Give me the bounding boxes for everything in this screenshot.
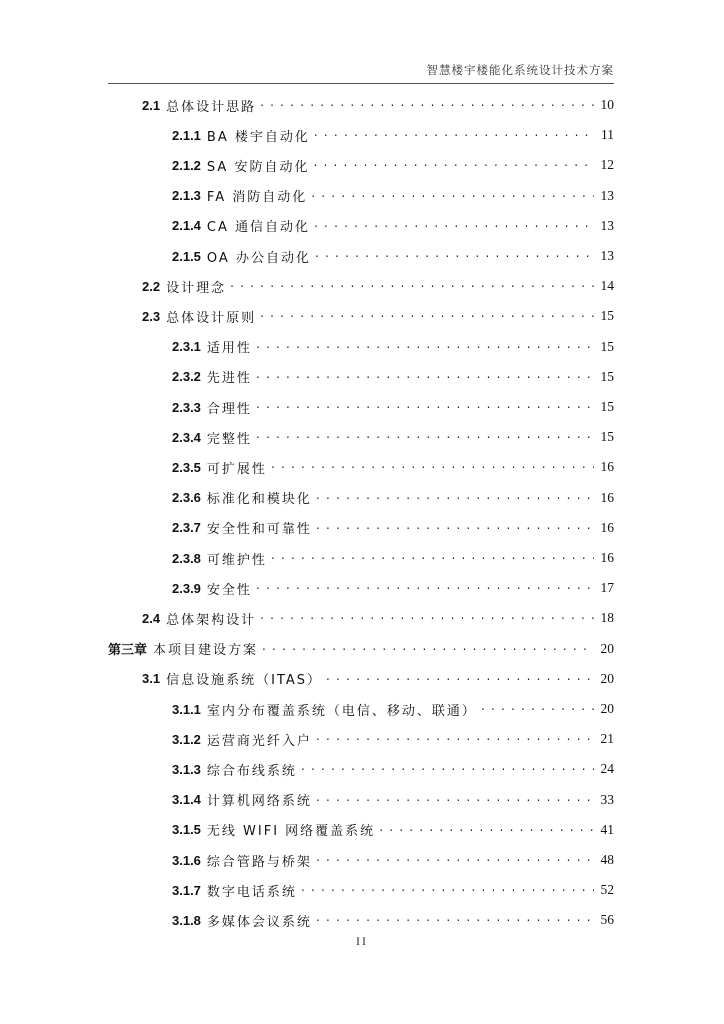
dot-leader bbox=[316, 853, 594, 867]
toc-entry-title: 先进性 bbox=[206, 371, 252, 387]
toc-entry[interactable] bbox=[172, 789, 614, 811]
toc-entry-number: 3.1.5 bbox=[172, 822, 201, 838]
toc-entry-number: 2.3.9 bbox=[172, 580, 201, 596]
toc-entry-page: 17 bbox=[600, 580, 614, 596]
toc-entry[interactable] bbox=[172, 154, 614, 176]
dot-leader bbox=[326, 672, 594, 686]
toc-entry-page: 20 bbox=[600, 701, 614, 716]
toc-entry-page: 15 bbox=[600, 429, 614, 445]
toc-entry-number: 2.3 bbox=[142, 308, 161, 324]
toc-entry-page: 16 bbox=[600, 459, 614, 475]
toc-entry-page: 15 bbox=[600, 399, 614, 414]
dot-leader bbox=[271, 460, 594, 474]
toc-entry-title: 标准化和模块化 bbox=[206, 492, 312, 508]
dot-leader bbox=[230, 279, 594, 293]
toc-entry-page: 15 bbox=[600, 338, 614, 354]
toc-entry-number: 3.1.1 bbox=[172, 701, 201, 717]
toc-entry-page: 15 bbox=[600, 368, 614, 384]
toc-entry-title: 无线 WIFI 网络覆盖系统 bbox=[206, 824, 376, 840]
toc-entry-number: 2.3.6 bbox=[172, 490, 201, 506]
toc-entry[interactable] bbox=[172, 819, 614, 841]
toc-entry[interactable] bbox=[172, 758, 614, 780]
toc-entry-title: 总体设计思路 bbox=[166, 99, 257, 115]
toc-entry-number: 2.3.5 bbox=[172, 459, 201, 475]
toc-entry-title: 可维护性 bbox=[206, 552, 267, 568]
toc-entry-page: 48 bbox=[600, 852, 614, 867]
toc-entry-title: 本项目建设方案 bbox=[153, 643, 259, 659]
toc-entry-page: 20 bbox=[600, 670, 614, 686]
toc-entry-title: 合理性 bbox=[206, 401, 252, 417]
toc-entry[interactable] bbox=[142, 275, 614, 297]
toc-entry-number: 2.1.5 bbox=[172, 248, 201, 264]
toc-entry-page: 20 bbox=[600, 640, 614, 656]
dot-leader bbox=[256, 370, 594, 384]
toc-entry-number: 2.1.4 bbox=[172, 218, 201, 234]
toc-entry-page: 41 bbox=[600, 821, 614, 837]
toc-entry-number: 2.3.4 bbox=[172, 429, 201, 445]
toc-entry-page: 13 bbox=[600, 217, 614, 233]
toc-entry-title: 总体设计原则 bbox=[166, 310, 257, 326]
toc-entry-number: 3.1.2 bbox=[172, 731, 201, 747]
dot-leader bbox=[256, 430, 594, 444]
toc-entry-title: 综合布线系统 bbox=[206, 763, 297, 779]
toc-entry-number: 2.3.1 bbox=[172, 339, 201, 355]
toc-entry[interactable] bbox=[172, 879, 614, 901]
toc-entry-title: 设计理念 bbox=[166, 280, 227, 296]
dot-leader bbox=[316, 913, 594, 927]
toc-entry-page: 12 bbox=[600, 157, 614, 173]
dot-leader bbox=[314, 219, 594, 233]
dot-leader bbox=[313, 158, 594, 172]
toc-entry-number: 3.1.8 bbox=[172, 912, 201, 928]
toc-entry-page: 13 bbox=[600, 248, 614, 263]
dot-leader bbox=[301, 883, 594, 897]
toc-entry-title: 信息设施系统（ITAS） bbox=[166, 673, 322, 689]
toc-entry-page: 16 bbox=[600, 519, 614, 535]
toc-entry[interactable] bbox=[142, 94, 614, 116]
toc-entry-title: 室内分布覆盖系统（电信、移动、联通） bbox=[206, 703, 477, 719]
toc-entry-number: 2.1 bbox=[142, 97, 161, 113]
dot-leader bbox=[260, 611, 594, 625]
toc-entry-title: 可扩展性 bbox=[206, 461, 267, 477]
toc-entry-number: 3.1.7 bbox=[172, 882, 201, 898]
dot-leader bbox=[316, 521, 594, 535]
toc-entry[interactable] bbox=[172, 547, 614, 569]
toc-entry-number: 2.3.7 bbox=[172, 520, 201, 536]
toc-entry[interactable] bbox=[172, 245, 614, 267]
toc-entry-title: 多媒体会议系统 bbox=[206, 914, 312, 930]
toc-entry-page: 56 bbox=[600, 912, 614, 928]
toc-entry-number: 2.1.1 bbox=[172, 127, 201, 143]
toc-entry-title: 运营商光纤入户 bbox=[206, 733, 312, 749]
toc-entry[interactable] bbox=[172, 215, 614, 237]
toc-entry[interactable] bbox=[142, 607, 614, 629]
toc-entry-title: 数字电话系统 bbox=[206, 884, 297, 900]
toc-entry[interactable] bbox=[172, 185, 614, 207]
toc-entry-title: 安全性和可靠性 bbox=[206, 522, 312, 538]
toc-entry-page: 10 bbox=[600, 97, 614, 112]
page-number-footer: II bbox=[356, 934, 368, 948]
toc-entry-number: 2.1.3 bbox=[172, 188, 201, 204]
toc-entry[interactable] bbox=[172, 698, 614, 720]
toc-entry-number: 2.2 bbox=[142, 278, 161, 294]
toc-entry[interactable] bbox=[172, 487, 614, 509]
dot-leader bbox=[315, 249, 594, 263]
header-divider bbox=[108, 83, 614, 84]
dot-leader bbox=[271, 551, 594, 565]
toc-entry-number: 2.3.3 bbox=[172, 399, 201, 415]
toc-entry-page: 16 bbox=[600, 489, 614, 505]
toc-entry-number: 3.1.6 bbox=[172, 852, 201, 868]
toc-entry-page: 33 bbox=[600, 791, 614, 807]
dot-leader bbox=[260, 98, 594, 112]
dot-leader bbox=[379, 823, 594, 837]
toc-entry-title: 适用性 bbox=[206, 341, 252, 357]
toc-entry[interactable] bbox=[142, 668, 614, 690]
toc-entry-number: 2.3.8 bbox=[172, 550, 201, 566]
toc-entry-page: 11 bbox=[601, 127, 614, 143]
toc-entry-title: SA 安防自动化 bbox=[206, 159, 310, 175]
dot-leader bbox=[481, 702, 594, 716]
toc-entry[interactable] bbox=[172, 577, 614, 599]
toc-entry-title: 综合管路与桥架 bbox=[206, 854, 312, 870]
dot-leader bbox=[256, 581, 594, 595]
toc-entry[interactable] bbox=[172, 426, 614, 448]
toc-entry[interactable] bbox=[172, 396, 614, 418]
toc-entry-page: 21 bbox=[600, 731, 614, 747]
dot-leader bbox=[260, 309, 594, 323]
toc-entry-title: FA 消防自动化 bbox=[206, 190, 308, 206]
toc-entry-number: 2.1.2 bbox=[172, 157, 201, 173]
dot-leader bbox=[256, 340, 594, 354]
toc-entry[interactable] bbox=[172, 366, 614, 388]
toc-entry-title: OA 办公自动化 bbox=[206, 250, 311, 266]
dot-leader bbox=[316, 491, 594, 505]
toc-entry-page: 18 bbox=[600, 610, 614, 626]
toc-entry-number: 第三章 bbox=[108, 642, 148, 658]
toc-entry[interactable] bbox=[172, 909, 614, 931]
toc-entry-number: 2.3.2 bbox=[172, 369, 201, 385]
toc-entry-title: CA 通信自动化 bbox=[206, 220, 311, 236]
toc-entry[interactable] bbox=[172, 336, 614, 358]
dot-leader bbox=[301, 762, 594, 776]
toc-entry-number: 3.1.4 bbox=[172, 792, 201, 808]
toc-entry[interactable] bbox=[172, 124, 614, 146]
toc-entry-page: 14 bbox=[600, 278, 614, 294]
toc-entry-title: BA 楼宇自动化 bbox=[206, 129, 310, 145]
toc-entry-page: 13 bbox=[600, 187, 614, 203]
toc-entry[interactable] bbox=[172, 517, 614, 539]
toc-entry-page: 16 bbox=[600, 550, 614, 565]
toc-entry-title: 总体架构设计 bbox=[166, 612, 257, 628]
toc-entry[interactable] bbox=[142, 305, 614, 327]
toc-entry-number: 3.1.3 bbox=[172, 761, 201, 777]
toc-entry[interactable] bbox=[108, 638, 614, 660]
toc-entry-number: 2.4 bbox=[142, 610, 161, 626]
running-header: 智慧楼宇楼能化系统设计技术方案 bbox=[426, 63, 614, 77]
dot-leader bbox=[316, 793, 594, 807]
dot-leader bbox=[256, 400, 594, 414]
dot-leader bbox=[262, 642, 594, 656]
dot-leader bbox=[314, 128, 594, 142]
toc-entry-number: 3.1 bbox=[142, 671, 161, 687]
toc-entry-title: 安全性 bbox=[206, 582, 252, 598]
toc-entry[interactable] bbox=[172, 456, 614, 478]
toc-entry-title: 完整性 bbox=[206, 431, 252, 447]
dot-leader bbox=[311, 189, 594, 203]
toc-entry[interactable] bbox=[172, 728, 614, 750]
dot-leader bbox=[316, 732, 594, 746]
toc-entry-page: 52 bbox=[600, 882, 614, 898]
toc-entry-title: 计算机网络系统 bbox=[206, 794, 312, 810]
toc-entry[interactable] bbox=[172, 849, 614, 871]
toc-entry-page: 24 bbox=[600, 761, 614, 777]
toc-entry-page: 15 bbox=[600, 308, 614, 324]
